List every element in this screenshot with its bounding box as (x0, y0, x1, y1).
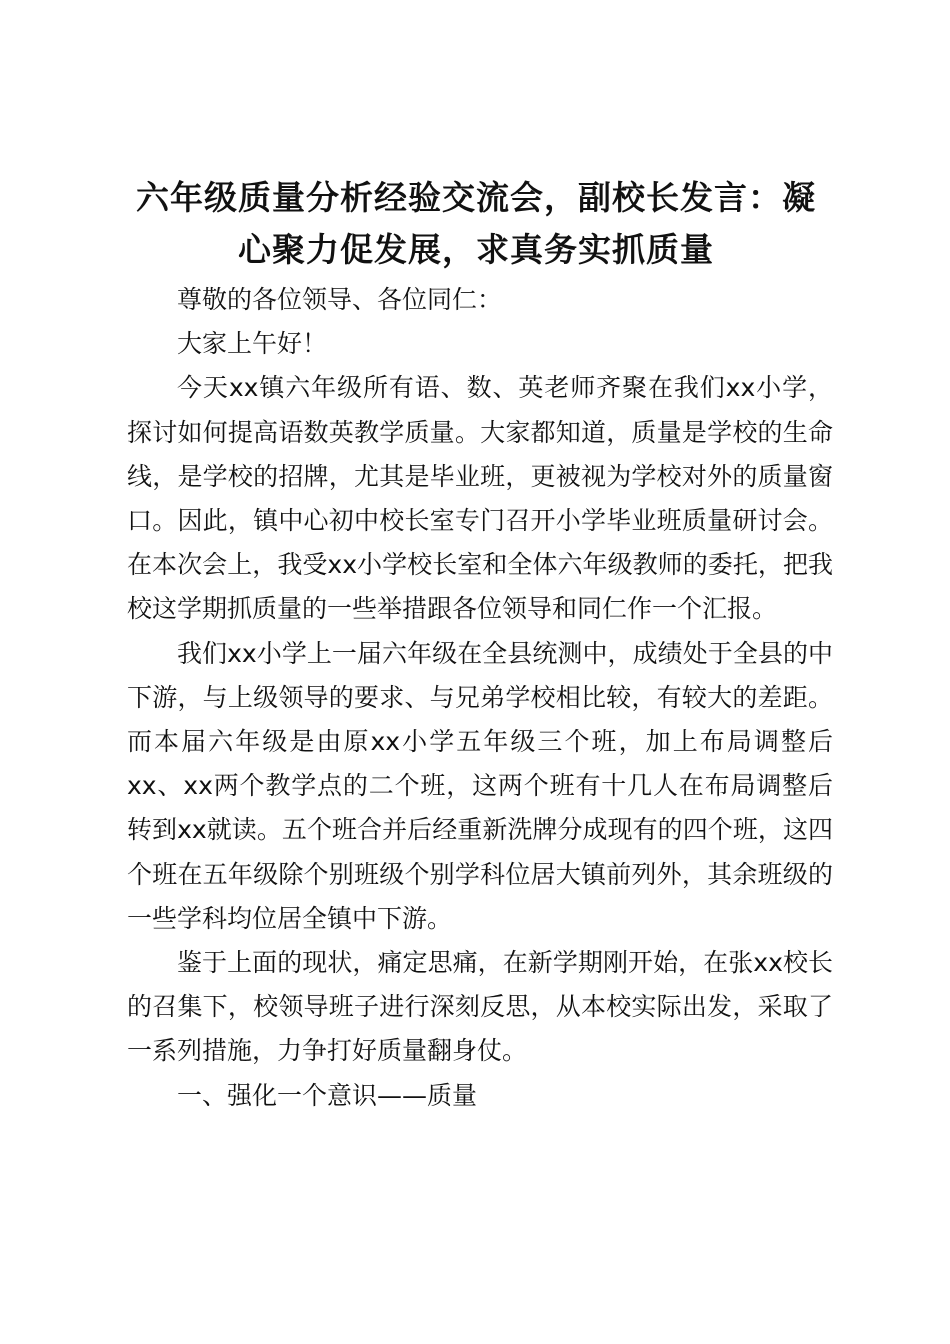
document-title: 六年级质量分析经验交流会，副校长发言：凝心聚力促发展，求真务实抓质量 (136, 178, 816, 269)
greeting: 大家上午好！ (177, 329, 328, 359)
section-heading-1: 一、强化一个意识——质量 (177, 1080, 478, 1110)
paragraph-intro: 今天xx镇六年级所有语、数、英老师齐聚在我们xx小学，探讨如何提高语数英教学质量。大家都知道，质量是学校的生命线，是学校的招牌，尤其是毕业班，更被视为学校对外的质量窗口。因此，镇中心初中校长室专门召开小学毕业班质量研讨会。在本次会上，我受xx小学校长室和全体六年级教师的委托，把我校这学期抓质量的一些举措跟各位领导和同仁作一个汇报。 (127, 373, 833, 624)
document-body (127, 278, 833, 1118)
salutation: 尊敬的各位领导、各位同仁： (177, 285, 503, 314)
paragraph-reflection: 鉴于上面的现状，痛定思痛，在新学期刚开始，在张xx校长的召集下，校领导班子进行深刻反思，从本校实际出发，采取了一系列措施，力争打好质量翻身仗。 (127, 948, 833, 1066)
paragraph-background: 我们xx小学上一届六年级在全县统测中，成绩处于全县的中下游，与上级领导的要求、与兄弟学校相比较，有较大的差距。而本届六年级是由原xx小学五年级三个班，加上布局调整后xx、xx两个教学点的二个班，这两个班有十几人在布局调整后转到xx就读。五个班合并后经重新洗牌分成现有的四个班，这四个班在五年级除个别班级个别学科位居大镇前列外，其余班级的一些学科均位居全镇中下游。 (127, 638, 833, 933)
